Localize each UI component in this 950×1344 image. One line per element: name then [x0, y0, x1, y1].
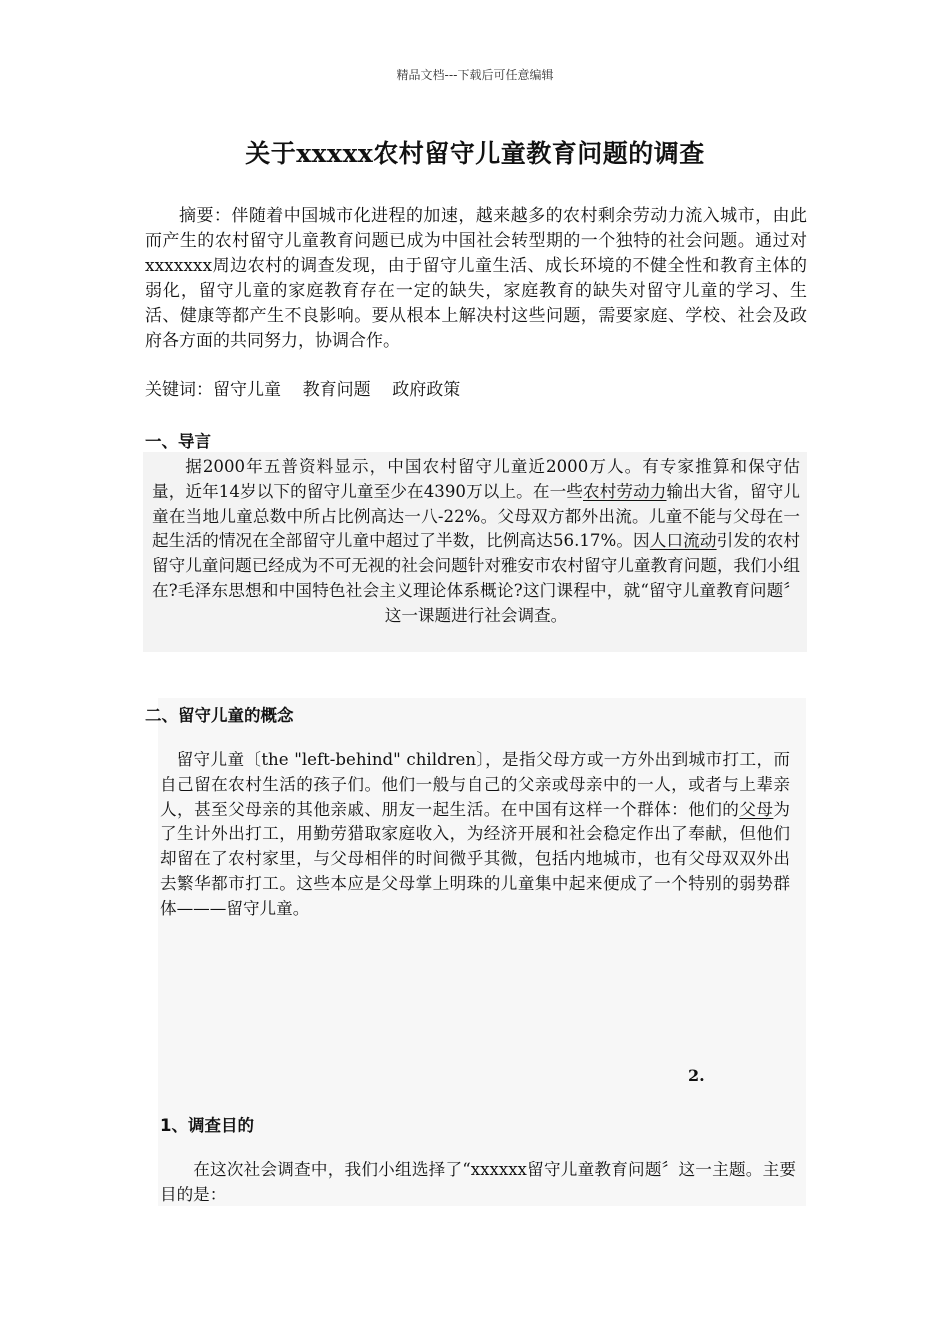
concept-text-part-1: 留守儿童〔the "left-behind" children〕，是指父母方或一方外出到城市打工，而自己留在农村生活的孩子们。他们一般与自己的父亲或母亲中的一人，或者与上辈亲人，甚至父母亲的其他亲戚、朋友一起生活。在中国有这样一个群体：他们的 [160, 750, 790, 819]
section-heading-introduction: 一、导言 [145, 432, 211, 451]
section-heading-concept: 二、留守儿童的概念 [145, 706, 294, 725]
concept-paragraph [160, 748, 790, 922]
keywords-line: 关键词：留守儿童 教育问题 政府政策 [145, 380, 461, 400]
abstract-paragraph: 摘要：伴随着中国城市化进程的加速，越来越多的农村剩余劳动力流入城市，由此而产生的农村留守儿童教育问题已成为中国社会转型期的一个独特的社会问题。通过对xxxxxxx周边农村的调查发现，由于留守儿童生活、成长环境的不健全性和教育主体的弱化，留守儿童的家庭教育存在一定的缺失，家庭教育的缺失对留守儿童的学习、生活、健康等都产生不良影响。要从根本上解决村这些问题，需要家庭、学校、社会及政府各方面的共同努力，协调合作。 [145, 206, 807, 351]
page-header: 精品文档---下载后可任意编辑 [396, 68, 554, 82]
purpose-paragraph: 在这次社会调查中，我们小组选择了“xxxxxx留守儿童教育问题〞这一主题。主要目的是： [160, 1160, 796, 1204]
section-number-label: 2. [688, 1066, 705, 1085]
intro-text-part-1: 据2000年五普资料显示，中国农村留守儿童近2000万人。有专家推算和保守估量，近年14岁以下的留守儿童至少在4390万以上。在一些 [152, 457, 800, 501]
intro-text-part-3: 引发的农村留守儿童问题已经成为不可无视的社会问题针对雅安市农村留守儿童教育问题，我们小组在?毛泽东思想和中国特色社会主义理论体系概论?这门课程中，就“留守儿童教育问题〞这一课题进行社会调查。 [152, 531, 800, 625]
population-flow-link[interactable]: 人口流动 [649, 531, 717, 551]
parents-link[interactable]: 父母 [739, 799, 774, 819]
document-title: 关于xxxxx农村留守儿童教育问题的调查 [245, 139, 705, 168]
intro-text-part-2: 输出大省，留守儿童在当地儿童总数中所占比例高达一八-22%。父母双方都外出流。儿童不能与父母在一起生活的情况在全部留守儿童中超过了半数，比例高达56.17%。因 [152, 481, 801, 551]
section-heading-purpose: 1、调查目的 [160, 1116, 254, 1135]
concept-text-part-2: 为了生计外出打工，用勤劳猎取家庭收入，为经济开展和社会稳定作出了奉献，但他们却留在了农村家里，与父母相伴的时间微乎其微，包括内地城市，也有父母双双外出去繁华都市打工。这些本应是父母掌上明珠的儿童集中起来便成了一个特别的弱势群体———留守儿童。 [160, 799, 790, 918]
rural-labor-link[interactable]: 农村劳动力 [583, 481, 667, 501]
introduction-paragraph [152, 455, 800, 629]
